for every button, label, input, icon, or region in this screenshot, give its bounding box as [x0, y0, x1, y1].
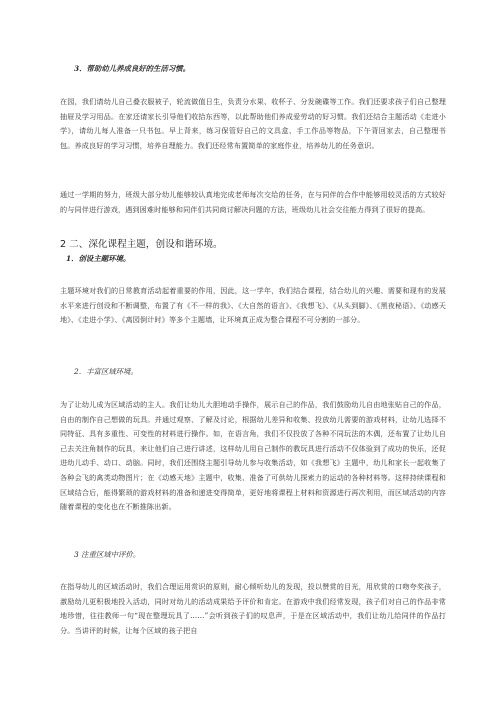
heading-theme-environment: 1．创设主题环境。	[66, 254, 131, 263]
heading-life-habits: 3．帮助幼儿养成良好的生活习惯。	[74, 64, 191, 73]
heading-area-environment: 2．丰富区域环境。	[74, 367, 138, 376]
paragraph-theme-environment: 主题环境对我们的日常教育活动起着重要的作用，因此，这一学年，我们结合课程，结合幼儿的兴趣、需要和现有的发展水平来进行创设和不断调整，布置了有《不一样的我》、《大自然的语言》、《我想飞》、《从头到脚》、《黑夜秘语》、《动感天地》、《走进小学》、《离园倒计时》等多个主题墙，让环境真正成为整合课程不可分割的一部分。	[60, 286, 446, 325]
paragraph-life-habits: 在园，我们请幼儿自己叠衣服被子，轮流做值日生，负责分水果、收杯子、分发碗碟等工作。我们还要求孩子们自己整理抽屉及学习用品。在家还请家长引导他们收拾东西等，以此帮助他们养成爱劳动的好习惯。我们还结合主题活动《走进小学》，请幼儿每人准备一只书包。早上背来，练习保管好自己的文具盒、手工作品等物品，下午背回家去，自己整理书包。养成良好的学习习惯，培养自理能力。我们还经常布置简单的家庭作业，培养幼儿的任务意识。	[60, 97, 446, 150]
paragraph-area-evaluation: 在指导幼儿的区域活动时，我们合理运用赏识的原则，耐心倾听幼儿的发现，投以赞赏的目光，用欣赏的口吻夸奖孩子，激励幼儿更积极地投入活动，同时对幼儿的活动成果给予评价和肯定。在游戏中我们经常发现，孩子们对自己的作品非常地珍惜，往往教师一句“现在整理玩具了……”会听到孩子们的叹息声，于是在区域活动中，我们让幼儿给同伴的作品打分。当讲评的时候，让每个区域的孩子把自	[60, 582, 446, 635]
section-heading-curriculum: 2 二、深化课程主题，创设和谐环境。	[60, 239, 223, 250]
paragraph-area-environment: 为了让幼儿成为区域活动的主人。我们让幼儿大胆地动手操作，展示自己的作品，我们鼓励幼儿自由地张贴自己的作品，自由的制作自己想做的玩具。并通过观察、了解及讨论，根据幼儿差异和收集、投放幼儿需要的游戏材料，让幼儿选择不同特征、具有多重性、可变性的材料进行操作。如，在语言角，我们不仅投放了各种不同玩法的木偶，还布置了让幼儿自己去关注角制作的玩具，来让他们自己进行讲述，这样幼儿用自己制作的教玩具进行活动不仅体验到了成功的快乐，还促进幼儿动手、动口、动脑。同时，我们还围绕主题引导幼儿参与收集活动，如《我想飞》主题中，幼儿和家长一起收集了各种会飞的禽类动物图片；在《动感天地》主题中，收集、准备了可供幼儿探索力的运动的各种材料等。这样持续课程和区域结合后，能得繁琐的游戏材料的准备和递进变得简单，更好地将课程上材料和资源进行再次利用，而区域活动的内容随着课程的变化也在不断推陈出新。	[60, 400, 446, 512]
heading-area-evaluation: 3 注重区域中评价。	[74, 550, 141, 559]
paragraph-semester-summary: 通过一学期的努力，班级大部分幼儿能够较认真地完成老师每次交给的任务，在与同伴的合作中能够用较灵活的方式较好的与同伴进行游戏，遇到困难时能够和同伴们共同商讨解决问题的方法，班级幼儿社会交往能力得到了很好的提高。	[60, 190, 446, 214]
